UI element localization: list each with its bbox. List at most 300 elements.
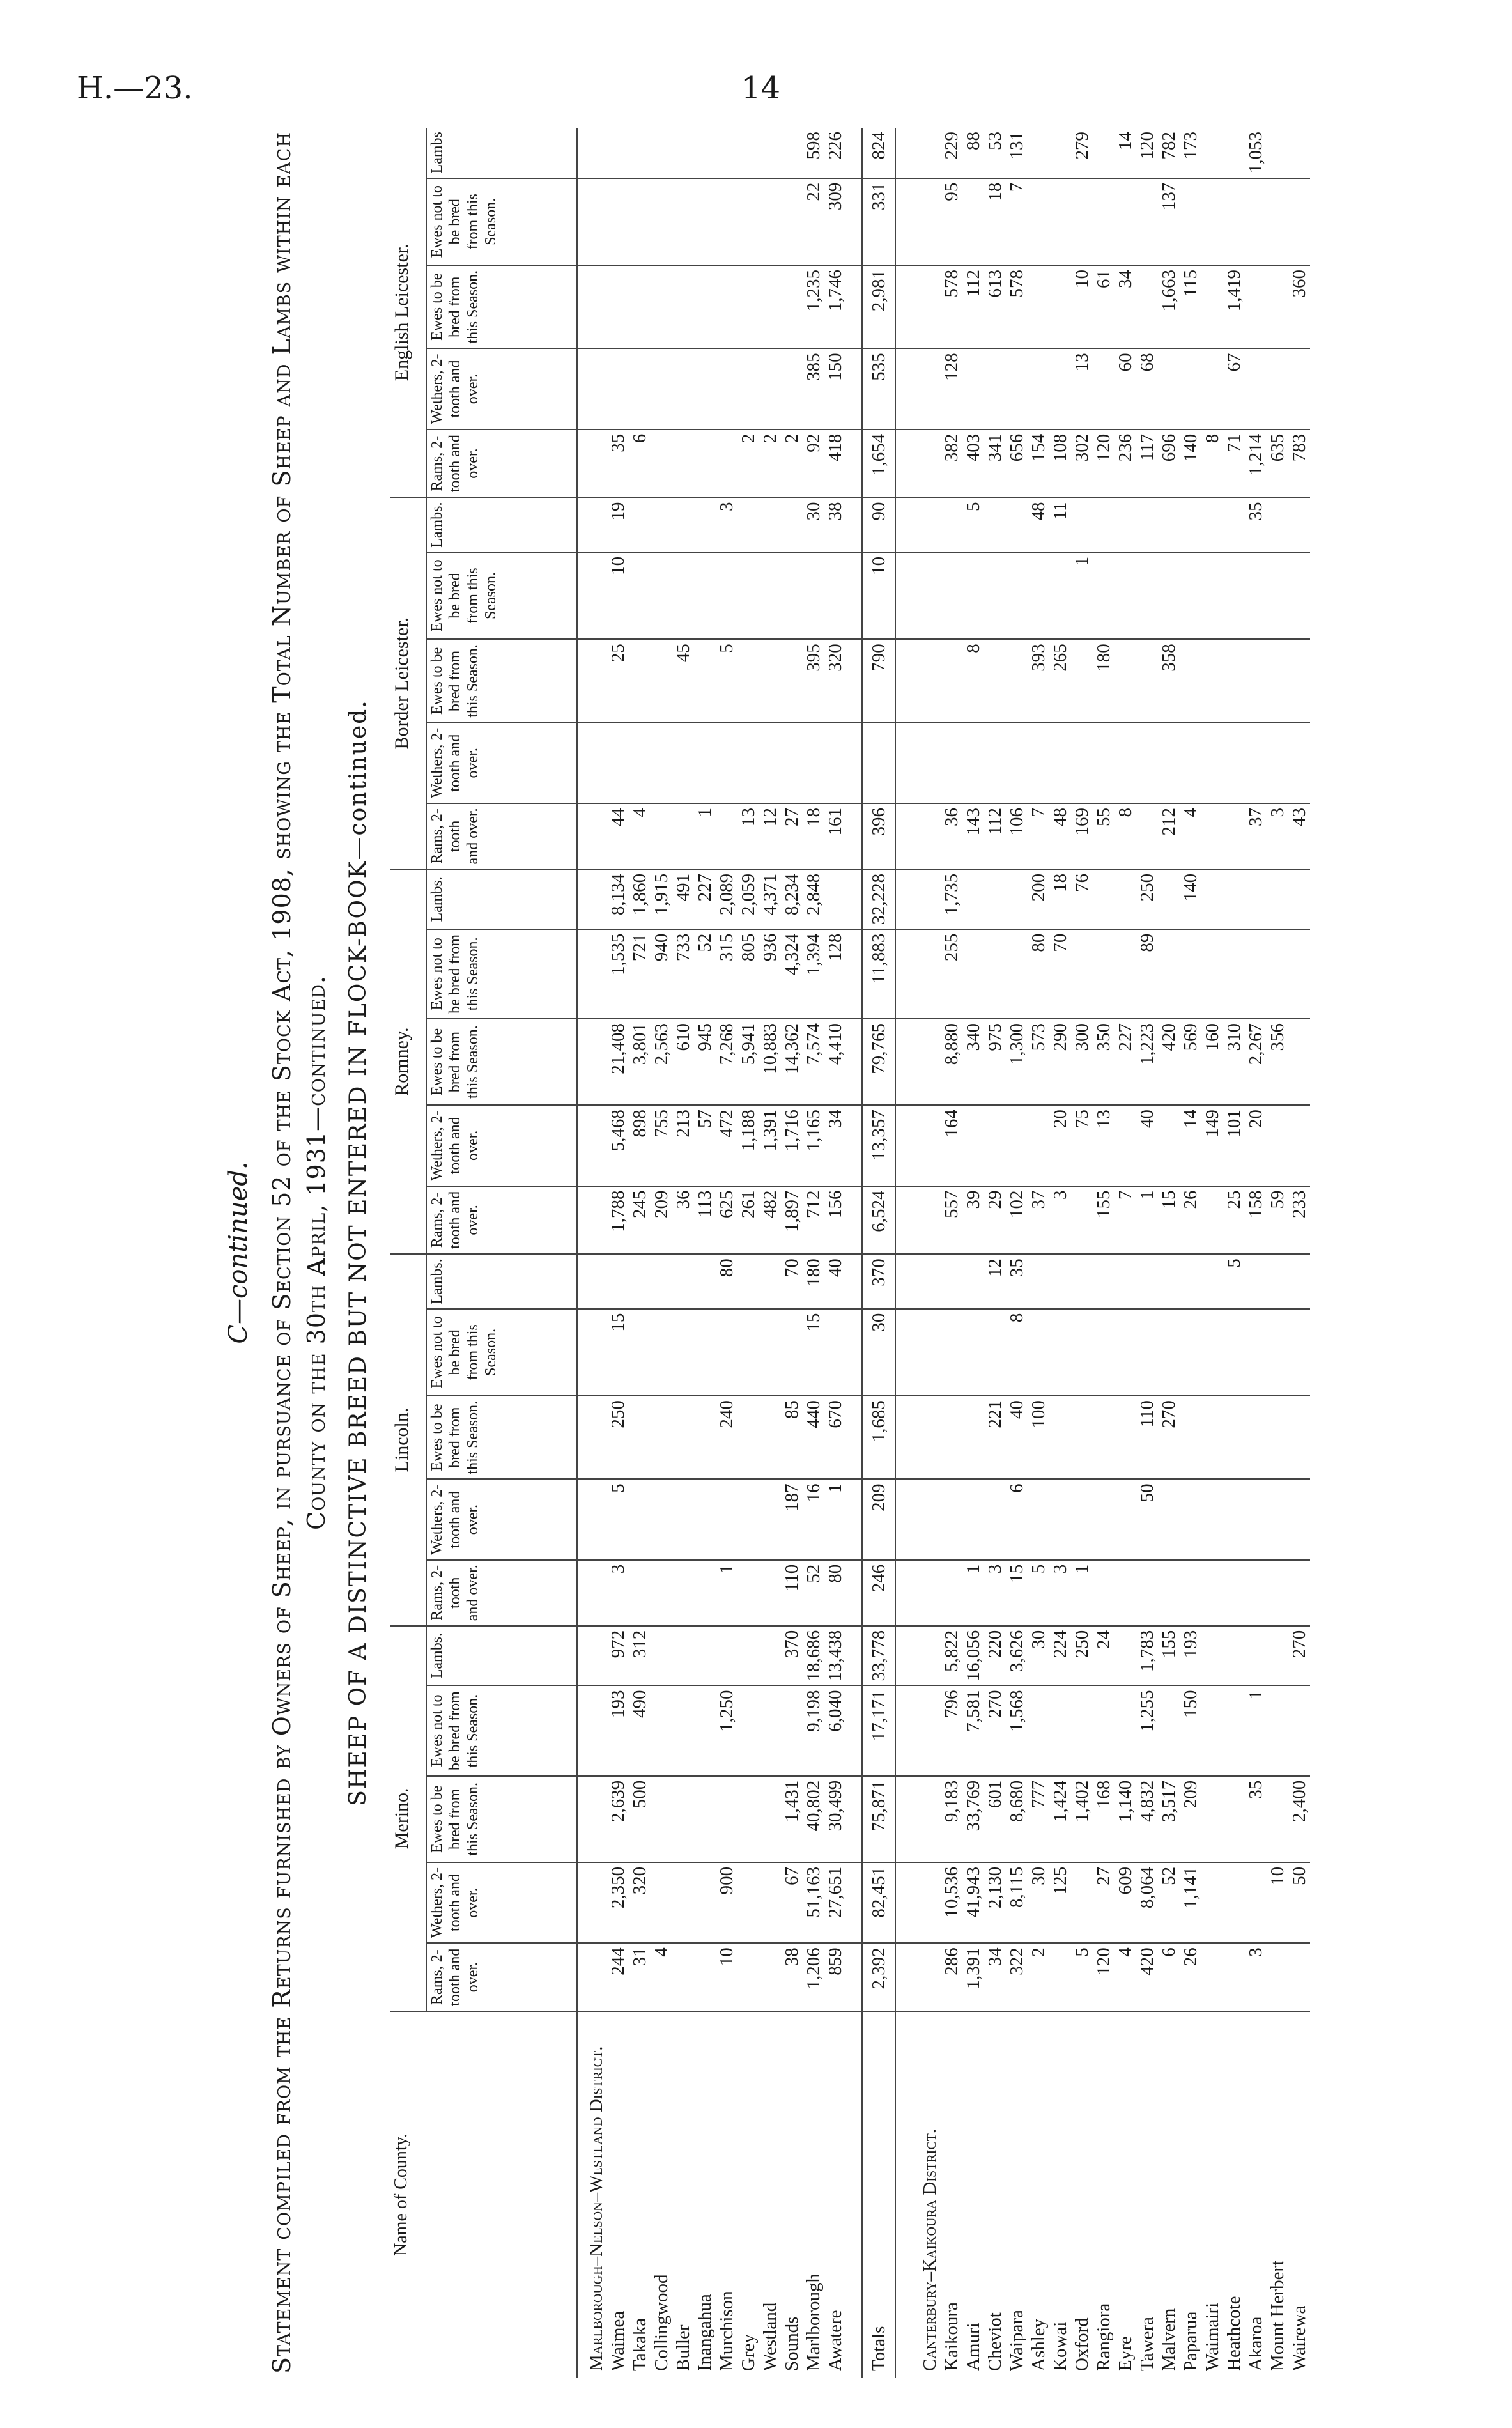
county-name: Kaikoura <box>941 2302 962 2371</box>
table-cell: 3,801 <box>629 1019 651 1105</box>
table-cell: 2,639 <box>607 1776 629 1862</box>
empty-cell <box>846 1396 862 1479</box>
table-cell: 403 <box>962 429 984 498</box>
table-cell <box>1028 1309 1049 1396</box>
table-cell <box>1049 1396 1071 1479</box>
table-cell <box>1136 497 1158 552</box>
table-cell <box>759 552 781 639</box>
table-cell: 975 <box>984 1019 1006 1105</box>
table-cell: 1,419 <box>1223 265 1245 348</box>
empty-cell <box>846 869 862 929</box>
table-cell: 13,438 <box>824 1626 846 1686</box>
table-cell <box>1049 178 1071 265</box>
table-cell <box>1223 1862 1245 1943</box>
empty-cell <box>895 128 911 178</box>
table-cell: 824 <box>862 128 895 178</box>
county-name: Totals <box>862 2011 895 2378</box>
district-heading-row <box>911 128 941 2378</box>
county-name: Rangiora <box>1093 2303 1114 2371</box>
county-row <box>1093 128 1115 2378</box>
county-row <box>1136 128 1158 2378</box>
table-cell: 27 <box>1093 1862 1115 1943</box>
table-cell <box>1245 723 1267 803</box>
table-cell <box>737 497 759 552</box>
table-cell: 100 <box>1028 1396 1049 1479</box>
table-cell: 52 <box>694 929 716 1019</box>
county-row <box>651 128 672 2378</box>
empty-cell <box>911 723 941 803</box>
table-cell: 11 <box>1049 497 1071 552</box>
table-cell: 40 <box>824 1254 846 1308</box>
table-cell <box>1201 723 1223 803</box>
table-cell <box>1136 723 1158 803</box>
column-subheader: Ewes to be bred from this Season. <box>426 639 577 722</box>
table-cell <box>1267 1309 1288 1396</box>
table-cell: 48 <box>1028 497 1049 552</box>
table-cell: 45 <box>672 639 694 722</box>
table-cell <box>1267 497 1288 552</box>
table-cell <box>1201 128 1223 178</box>
table-cell <box>759 1776 781 1862</box>
table-cell: 8 <box>1006 1309 1028 1396</box>
county-name: Malvern <box>1159 2308 1179 2371</box>
table-cell: 8,134 <box>607 869 629 929</box>
table-cell <box>1028 723 1049 803</box>
table-cell: 18,686 <box>803 1626 824 1686</box>
table-cell <box>941 1309 962 1396</box>
column-subheader: Wethers, 2-tooth and over. <box>426 348 577 429</box>
table-cell <box>1093 128 1115 178</box>
table-cell: 209 <box>1180 1776 1201 1862</box>
column-subheader: Rams, 2-tooth and over. <box>426 429 577 498</box>
table-cell: 1,391 <box>759 1105 781 1186</box>
empty-cell <box>911 348 941 429</box>
table-cell: 1 <box>694 803 716 869</box>
table-cell <box>1267 265 1288 348</box>
empty-cell <box>911 929 941 1019</box>
table-cell: 80 <box>824 1560 846 1626</box>
table-cell <box>1288 639 1310 722</box>
table-cell <box>737 348 759 429</box>
table-cell: 598 <box>803 128 824 178</box>
table-cell: 3 <box>1049 1560 1071 1626</box>
table-cell: 721 <box>629 929 651 1019</box>
county-row <box>781 128 803 2378</box>
table-cell <box>1049 1254 1071 1308</box>
table-cell <box>962 1479 984 1559</box>
county-row <box>962 128 984 2378</box>
table-cell: 10 <box>607 552 629 639</box>
table-cell: 1 <box>1136 1186 1158 1255</box>
table-cell: 209 <box>862 1479 895 1559</box>
table-cell: 13 <box>1093 1105 1115 1186</box>
table-cell <box>1093 497 1115 552</box>
table-cell: 246 <box>862 1560 895 1626</box>
county-row <box>1180 128 1201 2378</box>
table-cell: 755 <box>651 1105 672 1186</box>
table-cell: 1,783 <box>1136 1626 1158 1686</box>
column-subheader: Ewes to be bred from this Season. <box>426 1396 577 1479</box>
empty-cell <box>577 1626 607 1686</box>
empty-cell <box>577 348 607 429</box>
table-cell: 120 <box>1093 429 1115 498</box>
table-cell: 53 <box>984 128 1006 178</box>
table-cell: 13 <box>737 803 759 869</box>
table-cell: 7,581 <box>962 1685 984 1775</box>
table-cell: 5 <box>1071 1943 1093 2011</box>
county-row <box>941 128 962 2378</box>
empty-cell <box>846 1019 862 1105</box>
table-cell <box>1028 1685 1049 1775</box>
table-cell: 140 <box>1180 429 1201 498</box>
table-cell <box>1201 1309 1223 1396</box>
table-cell <box>759 1943 781 2011</box>
table-cell: 320 <box>629 1862 651 1943</box>
column-subheader: Ewes not to be bred from this Season. <box>426 1309 577 1396</box>
table-cell <box>607 348 629 429</box>
table-cell <box>672 1479 694 1559</box>
table-cell: 193 <box>1180 1626 1201 1686</box>
table-cell <box>1158 1685 1180 1775</box>
table-cell <box>824 723 846 803</box>
table-cell <box>1288 1309 1310 1396</box>
empty-cell <box>846 1479 862 1559</box>
table-cell <box>1049 552 1071 639</box>
table-cell <box>651 128 672 178</box>
table-cell <box>1201 1943 1223 2011</box>
table-cell: 1,255 <box>1136 1685 1158 1775</box>
table-cell: 420 <box>1136 1943 1158 2011</box>
table-cell: 5,468 <box>607 1105 629 1186</box>
empty-cell <box>911 552 941 639</box>
empty-cell <box>895 552 911 639</box>
table-cell: 350 <box>1093 1019 1115 1105</box>
table-cell: 15 <box>607 1309 629 1396</box>
table-cell: 6 <box>629 429 651 498</box>
table-cell: 309 <box>824 178 846 265</box>
county-row <box>1115 128 1136 2378</box>
table-cell: 393 <box>1028 639 1049 722</box>
table-cell: 34 <box>824 1105 846 1186</box>
table-cell: 112 <box>962 265 984 348</box>
column-subheader: Lambs. <box>426 497 577 552</box>
table-cell: 60 <box>1115 348 1136 429</box>
table-cell <box>941 1560 962 1626</box>
table-cell: 102 <box>1006 1186 1028 1255</box>
table-cell: 1,716 <box>781 1105 803 1186</box>
table-cell: 26 <box>1180 1943 1201 2011</box>
table-cell: 120 <box>1136 128 1158 178</box>
table-cell: 418 <box>824 429 846 498</box>
table-cell <box>962 1254 984 1308</box>
empty-cell <box>577 929 607 1019</box>
table-cell <box>1071 1396 1093 1479</box>
table-cell: 12 <box>759 803 781 869</box>
table-cell: 5,822 <box>941 1626 962 1686</box>
table-cell <box>1223 639 1245 722</box>
table-cell <box>694 1479 716 1559</box>
table-cell <box>651 497 672 552</box>
table-cell <box>1201 639 1223 722</box>
table-cell <box>1180 929 1201 1019</box>
table-cell: 15 <box>1158 1186 1180 1255</box>
table-cell <box>1115 1626 1136 1686</box>
table-cell: 613 <box>984 265 1006 348</box>
county-row <box>824 128 846 2378</box>
table-cell: 14,362 <box>781 1019 803 1105</box>
table-cell <box>694 1396 716 1479</box>
table-cell <box>737 552 759 639</box>
table-cell <box>1223 1776 1245 1862</box>
table-cell: 900 <box>716 1862 737 1943</box>
table-cell <box>1267 869 1288 929</box>
table-cell <box>803 552 824 639</box>
table-cell <box>941 639 962 722</box>
table-cell: 76 <box>1071 869 1093 929</box>
county-row <box>629 128 651 2378</box>
table-cell: 67 <box>781 1862 803 1943</box>
table-cell <box>1006 1105 1028 1186</box>
empty-cell <box>846 2011 862 2378</box>
column-subheader: Rams, 2-tooth and over. <box>426 803 577 869</box>
table-cell: 4,324 <box>781 929 803 1019</box>
empty-cell <box>911 1254 941 1308</box>
table-cell: 8,234 <box>781 869 803 929</box>
table-cell <box>672 178 694 265</box>
table-cell: 67 <box>1223 348 1245 429</box>
table-cell: 1,568 <box>1006 1685 1028 1775</box>
empty-cell <box>846 1560 862 1626</box>
table-cell: 110 <box>1136 1396 1158 1479</box>
table-cell <box>1115 1560 1136 1626</box>
table-cell <box>1115 869 1136 929</box>
table-cell: 16,056 <box>962 1626 984 1686</box>
table-cell <box>1071 1186 1093 1255</box>
table-cell <box>694 178 716 265</box>
table-cell: 30 <box>1028 1862 1049 1943</box>
table-cell: 635 <box>1267 429 1288 498</box>
rotated-page-content <box>224 128 1508 2378</box>
empty-cell <box>911 1776 941 1862</box>
table-cell <box>759 1254 781 1308</box>
table-cell <box>737 1943 759 2011</box>
table-cell: 972 <box>607 1626 629 1686</box>
table-cell <box>1288 128 1310 178</box>
table-cell: 341 <box>984 429 1006 498</box>
empty-cell <box>895 1626 911 1686</box>
table-cell: 16 <box>803 1479 824 1559</box>
table-cell: 300 <box>1071 1019 1093 1105</box>
table-cell <box>1158 1309 1180 1396</box>
table-cell <box>651 1862 672 1943</box>
table-cell <box>759 1626 781 1686</box>
table-cell: 19 <box>607 497 629 552</box>
table-cell <box>781 348 803 429</box>
table-cell: 783 <box>1288 429 1310 498</box>
table-cell <box>1071 1862 1093 1943</box>
empty-cell <box>895 265 911 348</box>
table-cell <box>1158 348 1180 429</box>
table-cell <box>759 178 781 265</box>
table-cell <box>716 1479 737 1559</box>
table-cell <box>759 1309 781 1396</box>
county-name-header: Name of County. <box>390 2011 577 2378</box>
county-name: Marlborough <box>803 2273 824 2371</box>
table-cell <box>1267 128 1288 178</box>
table-cell: 52 <box>803 1560 824 1626</box>
table-cell: 625 <box>716 1186 737 1255</box>
table-cell: 24 <box>1093 1626 1115 1686</box>
county-name: Sounds <box>782 2316 802 2371</box>
table-cell <box>629 1479 651 1559</box>
table-cell <box>1267 1943 1288 2011</box>
table-cell: 30,499 <box>824 1776 846 1862</box>
table-cell: 48 <box>1049 803 1071 869</box>
table-cell: 696 <box>1158 429 1180 498</box>
table-cell: 29 <box>984 1186 1006 1255</box>
table-cell <box>694 1560 716 1626</box>
table-cell: 75 <box>1071 1105 1093 1186</box>
table-cell <box>1115 1254 1136 1308</box>
column-subheader: Lambs. <box>426 1626 577 1686</box>
table-cell <box>716 552 737 639</box>
table-cell: 18 <box>1049 869 1071 929</box>
table-cell: 193 <box>607 1685 629 1775</box>
table-cell: 1,746 <box>824 265 846 348</box>
empty-cell <box>846 1776 862 1862</box>
table-cell <box>1028 552 1049 639</box>
table-cell: 610 <box>672 1019 694 1105</box>
table-cell <box>651 1309 672 1396</box>
table-cell <box>1115 1105 1136 1186</box>
county-name: Inangahua <box>695 2294 715 2371</box>
table-cell: 35 <box>1245 497 1267 552</box>
table-cell <box>629 639 651 722</box>
table-cell: 656 <box>1006 429 1028 498</box>
table-cell: 80 <box>1028 929 1049 1019</box>
table-cell: 8,680 <box>1006 1776 1028 1862</box>
table-cell <box>1223 178 1245 265</box>
table-cell: 9,198 <box>803 1685 824 1775</box>
table-cell <box>694 348 716 429</box>
empty-cell <box>846 639 862 722</box>
county-name: Kowai <box>1050 2321 1070 2371</box>
table-cell: 320 <box>824 639 846 722</box>
table-cell: 491 <box>672 869 694 929</box>
table-cell <box>716 128 737 178</box>
table-cell <box>1028 178 1049 265</box>
table-cell <box>629 723 651 803</box>
table-cell: 382 <box>941 429 962 498</box>
empty-cell <box>577 803 607 869</box>
table-cell: 578 <box>1006 265 1028 348</box>
table-cell: 55 <box>1093 803 1115 869</box>
empty-cell <box>895 869 911 929</box>
table-cell <box>1201 1479 1223 1559</box>
table-cell <box>694 1254 716 1308</box>
table-cell <box>1093 1254 1115 1308</box>
empty-cell <box>911 803 941 869</box>
table-cell: 80 <box>716 1254 737 1308</box>
table-cell: 940 <box>651 929 672 1019</box>
table-cell <box>672 1862 694 1943</box>
table-cell <box>1115 639 1136 722</box>
table-cell <box>672 348 694 429</box>
table-cell <box>1180 1479 1201 1559</box>
table-cell <box>1049 1479 1071 1559</box>
table-cell: 79,765 <box>862 1019 895 1105</box>
empty-cell <box>911 1862 941 1943</box>
empty-cell <box>911 1685 941 1775</box>
table-cell: 1 <box>962 1560 984 1626</box>
table-cell: 125 <box>1049 1862 1071 1943</box>
table-cell: 370 <box>781 1626 803 1686</box>
table-cell <box>1201 929 1223 1019</box>
table-cell <box>1288 1396 1310 1479</box>
county-row <box>672 128 694 2378</box>
table-cell <box>1158 552 1180 639</box>
table-cell: 143 <box>962 803 984 869</box>
table-cell: 1 <box>1245 1685 1267 1775</box>
table-cell <box>824 552 846 639</box>
county-row <box>737 128 759 2378</box>
table-cell <box>1071 1479 1093 1559</box>
table-cell <box>1267 552 1288 639</box>
table-cell <box>1267 1685 1288 1775</box>
table-cell <box>1288 1019 1310 1105</box>
breed-header: Romney. <box>390 869 426 1254</box>
table-cell <box>1006 869 1028 929</box>
table-cell: 108 <box>1049 429 1071 498</box>
table-cell <box>672 723 694 803</box>
table-cell: 1,140 <box>1115 1776 1136 1862</box>
table-cell: 1,394 <box>803 929 824 1019</box>
table-cell: 158 <box>1245 1186 1267 1255</box>
table-cell: 8 <box>962 639 984 722</box>
table-cell: 40 <box>1136 1105 1158 1186</box>
table-cell <box>1288 1943 1310 2011</box>
empty-cell <box>911 178 941 265</box>
table-cell <box>1288 869 1310 929</box>
table-cell <box>1049 1685 1071 1775</box>
table-cell: 37 <box>1028 1186 1049 1255</box>
table-cell: 7,574 <box>803 1019 824 1105</box>
empty-cell <box>577 1105 607 1186</box>
column-subheader: Rams, 2-tooth and over. <box>426 1943 577 2011</box>
table-cell <box>1223 1396 1245 1479</box>
table-cell <box>607 178 629 265</box>
breed-header: Merino. <box>390 1626 426 2011</box>
table-cell <box>737 1685 759 1775</box>
table-cell: 1,141 <box>1180 1862 1201 1943</box>
table-cell <box>629 1560 651 1626</box>
breed-header: Border Leicester. <box>390 497 426 869</box>
table-cell <box>759 1685 781 1775</box>
table-cell <box>651 639 672 722</box>
table-cell <box>1115 929 1136 1019</box>
table-cell: 2 <box>759 429 781 498</box>
table-cell <box>962 869 984 929</box>
table-cell <box>1180 178 1201 265</box>
table-subtitle: SHEEP OF A DISTINCTIVE BREED BUT NOT ENTERED IN FLOCK-BOOK—continued. <box>345 699 371 1806</box>
table-cell: 14 <box>1115 128 1136 178</box>
table-cell: 22 <box>803 178 824 265</box>
table-cell: 15 <box>803 1309 824 1396</box>
table-cell: 6,040 <box>824 1685 846 1775</box>
table-cell: 609 <box>1115 1862 1136 1943</box>
table-cell: 1,402 <box>1071 1776 1093 1862</box>
table-cell <box>1288 178 1310 265</box>
